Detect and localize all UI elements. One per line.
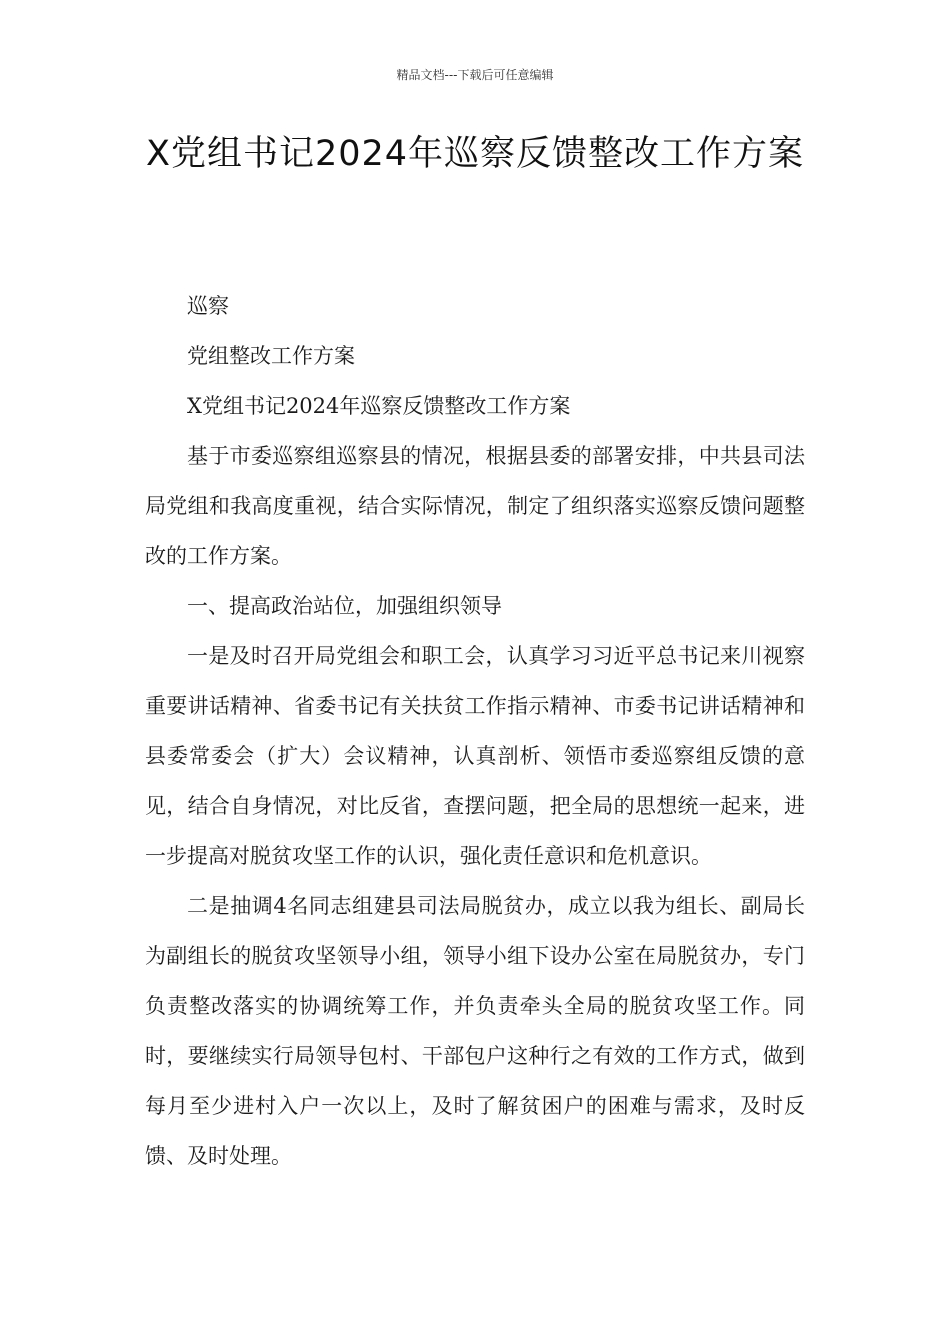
header-note: 精品文档---下载后可任意编辑: [396, 68, 554, 82]
paragraph: 党组整改工作方案: [187, 344, 355, 368]
paragraph: 巡察: [187, 294, 229, 318]
section-heading: 一、提高政治站位，加强组织领导: [187, 594, 502, 618]
document-body: [145, 281, 805, 1181]
paragraph: 基于市委巡察组巡察县的情况，根据县委的部署安排，中共县司法局党组和我高度重视，结合实际情况，制定了组织落实巡察反馈问题整改的工作方案。: [145, 444, 805, 568]
document-title: X党组书记2024年巡察反馈整改工作方案: [145, 134, 805, 174]
paragraph: X党组书记2024年巡察反馈整改工作方案: [187, 394, 571, 418]
paragraph: 二是抽调4名同志组建县司法局脱贫办，成立以我为组长、副局长为副组长的脱贫攻坚领导小组，领导小组下设办公室在局脱贫办，专门负责整改落实的协调统筹工作，并负责牵头全局的脱贫攻坚工作。同时，要继续实行局领导包村、干部包户这种行之有效的工作方式，做到每月至少进村入户一次以上，及时了解贫困户的困难与需求，及时反馈、及时处理。: [145, 894, 805, 1168]
paragraph: 一是及时召开局党组会和职工会，认真学习习近平总书记来川视察重要讲话精神、省委书记有关扶贫工作指示精神、市委书记讲话精神和县委常委会（扩大）会议精神，认真剖析、领悟市委巡察组反馈的意见，结合自身情况，对比反省，查摆问题，把全局的思想统一起来，进一步提高对脱贫攻坚工作的认识，强化责任意识和危机意识。: [145, 644, 805, 868]
